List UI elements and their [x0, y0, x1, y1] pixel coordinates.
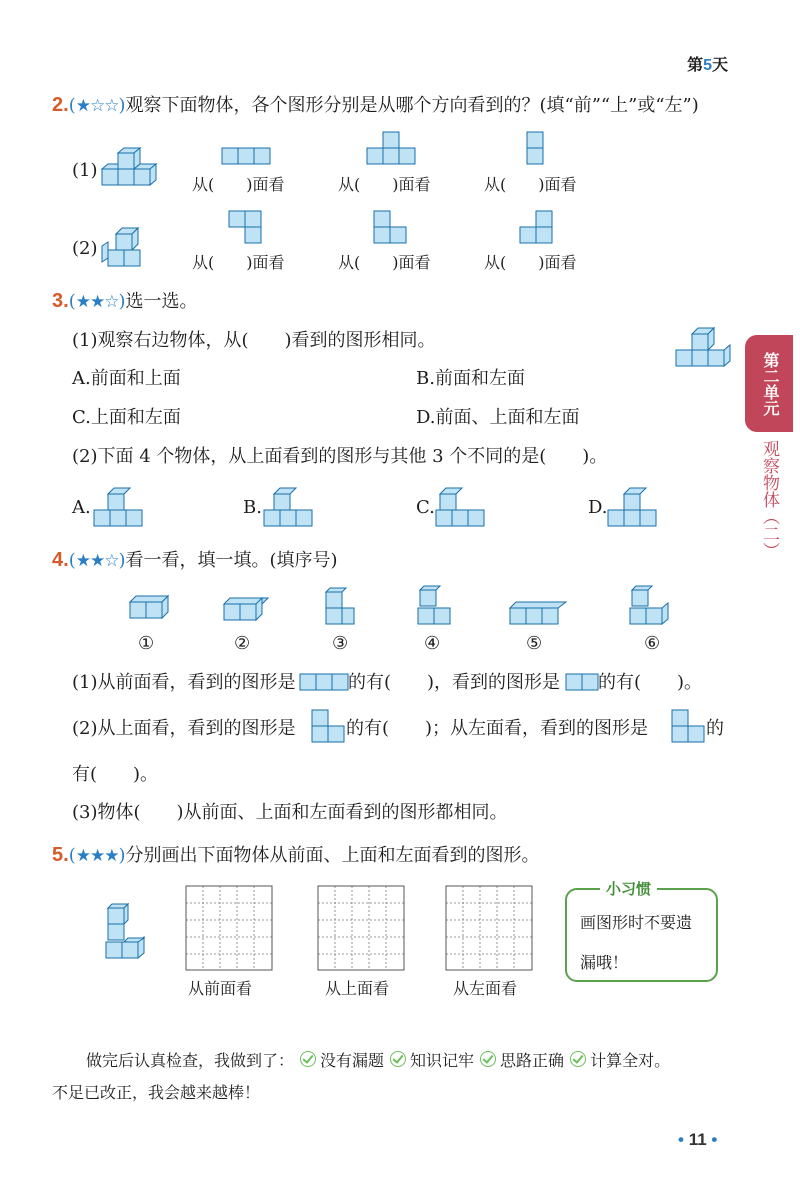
page-number: • 11 •: [678, 1130, 718, 1149]
check-4-label: 计算全对。: [590, 1051, 671, 1070]
q4-line2-a: (2)从上面看，看到的图形是: [72, 718, 296, 739]
q4-number: 4.: [52, 549, 69, 571]
q2-view-6: [520, 211, 552, 243]
q2-row1-label: (1): [72, 160, 98, 181]
q4-line1-b: 的有( )，看到的图形是: [348, 672, 561, 693]
page-number-value: 11: [688, 1130, 707, 1149]
day-suffix: 天: [711, 57, 728, 74]
footer-line-1: [86, 1050, 670, 1072]
caption-top: 从上面看: [325, 979, 390, 998]
q2-view-4: [229, 211, 261, 243]
q4-line1-c: 的有( )。: [598, 672, 703, 693]
unit-tab: 第二单元: [745, 335, 793, 432]
q2-view-5: [374, 211, 406, 243]
q2-view-3: [527, 132, 543, 164]
q5-number: 5.: [52, 844, 69, 866]
grid-left: [446, 886, 532, 970]
q4-text: 看一看，填一填。(填序号): [125, 550, 338, 571]
q4-stars: ★★☆: [75, 551, 119, 571]
q5-stars: ★★★: [75, 846, 119, 866]
q4-number-4: ④: [424, 633, 441, 654]
check-icon: [570, 1051, 586, 1067]
caption-front: 从前面看: [188, 979, 253, 998]
q4-heading: 4.(★★☆)看一看，填一填。(填序号): [52, 549, 338, 571]
q4-number-5: ⑤: [526, 633, 543, 654]
q2-stars: ★☆☆: [75, 96, 119, 116]
q3-option-d: D.前面、上面和左面: [416, 407, 580, 428]
q3-number: 3.: [52, 290, 69, 312]
grid-front: [186, 886, 272, 970]
q4-line2-d: 有( )。: [72, 764, 159, 785]
q4-number-1: ①: [138, 633, 155, 654]
q2-caption-3: 从( )面看: [484, 175, 577, 194]
check-2-label: 知识记牢: [410, 1051, 475, 1070]
q5-text: 分别画出下面物体从前面、上面和左面看到的图形。: [125, 845, 540, 866]
check-icon: [480, 1051, 496, 1067]
q2-number: 2.: [52, 94, 69, 116]
q3-stars: ★★☆: [75, 292, 119, 312]
q3-text: 选一选。: [125, 291, 198, 312]
q2-view-2: [367, 132, 415, 164]
q3-label-c: C.: [416, 497, 435, 518]
check-icon: [300, 1051, 316, 1067]
q3-heading: 3.(★★☆)选一选。: [52, 290, 198, 312]
grid-top: [318, 886, 404, 970]
q4-line3: (3)物体( )从前面、上面和左面看到的图形都相同。: [72, 802, 508, 823]
check-3-label: 思路正确: [500, 1051, 565, 1070]
q4-line1-a: (1)从前面看，看到的图形是: [72, 672, 296, 693]
check-icon: [390, 1051, 406, 1067]
q4-solid-2: [222, 596, 270, 626]
habit-line-1: 画图形时不要遗: [580, 913, 693, 932]
q2-heading: 2.(★☆☆)观察下面物体，各个图形分别是从哪个方向看到的？(填“前”“上”或“左”): [52, 94, 699, 116]
day-label: [687, 52, 728, 75]
q4-shape-three-row: [300, 674, 348, 690]
q3-sub1: (1)观察右边物体，从( )看到的图形相同。: [72, 330, 436, 351]
q2-caption-4: 从( )面看: [192, 253, 285, 272]
q4-number-3: ③: [332, 633, 349, 654]
q3-option-c: C.上面和左面: [72, 407, 181, 428]
q4-solid-6: [626, 586, 670, 628]
q3-label-b: B.: [243, 497, 262, 518]
q4-solid-1: [128, 592, 170, 626]
q4-line2-c: 的: [706, 718, 724, 739]
q2-caption-6: 从( )面看: [484, 253, 577, 272]
q4-shape-two-row: [566, 674, 598, 690]
q3-solid-c: [434, 486, 488, 526]
q4-shape-top-l: [312, 710, 344, 742]
q4-line2-b: 的有( )；从左面看，看到的图形是: [346, 718, 649, 739]
q2-solid-1: [100, 148, 156, 190]
q3-option-a: A.前面和上面: [72, 368, 181, 389]
q3-solid: [674, 328, 730, 366]
q3-label-a: A.: [72, 497, 91, 518]
footer-intro: 做完后认真检查，我做到了：: [86, 1051, 295, 1070]
check-1-label: 没有漏题: [320, 1051, 385, 1070]
habit-line-2: 漏哦！: [580, 953, 629, 972]
q4-solid-5: [508, 600, 568, 626]
q4-shape-left-l: [672, 710, 704, 742]
q3-label-d: D.: [588, 497, 608, 518]
q4-number-6: ⑥: [644, 633, 661, 654]
q3-solid-d: [606, 486, 660, 526]
q4-solid-3: [322, 588, 356, 628]
q2-caption-2: 从( )面看: [338, 175, 431, 194]
q2-solid-2: [100, 228, 140, 270]
day-prefix: 第: [687, 57, 704, 74]
q2-row2-label: (2): [72, 238, 98, 259]
habit-title: 小习惯: [600, 878, 657, 899]
q5-solid: [104, 904, 150, 962]
q2-text: 观察下面物体，各个图形分别是从哪个方向看到的？(填“前”“上”或“左”): [125, 95, 699, 116]
q5-heading: 5.(★★★)分别画出下面物体从前面、上面和左面看到的图形。: [52, 844, 540, 866]
q4-number-2: ②: [234, 633, 251, 654]
q3-sub2: (2)下面 4 个物体，从上面看到的图形与其他 3 个不同的是( )。: [72, 446, 608, 467]
q2-caption-5: 从( )面看: [338, 253, 431, 272]
q4-solid-4: [414, 586, 452, 628]
q3-solid-a: [92, 486, 144, 526]
footer-line-2: 不足已改正，我会越来越棒！: [52, 1083, 261, 1102]
topic-label: 观察物体（二）: [760, 440, 779, 559]
caption-left: 从左面看: [453, 979, 518, 998]
q3-option-b: B.前面和左面: [416, 368, 525, 389]
q3-solid-b: [262, 486, 316, 526]
q2-caption-1: 从( )面看: [192, 175, 285, 194]
q2-view-1: [222, 148, 270, 164]
day-number: 5: [703, 57, 712, 74]
